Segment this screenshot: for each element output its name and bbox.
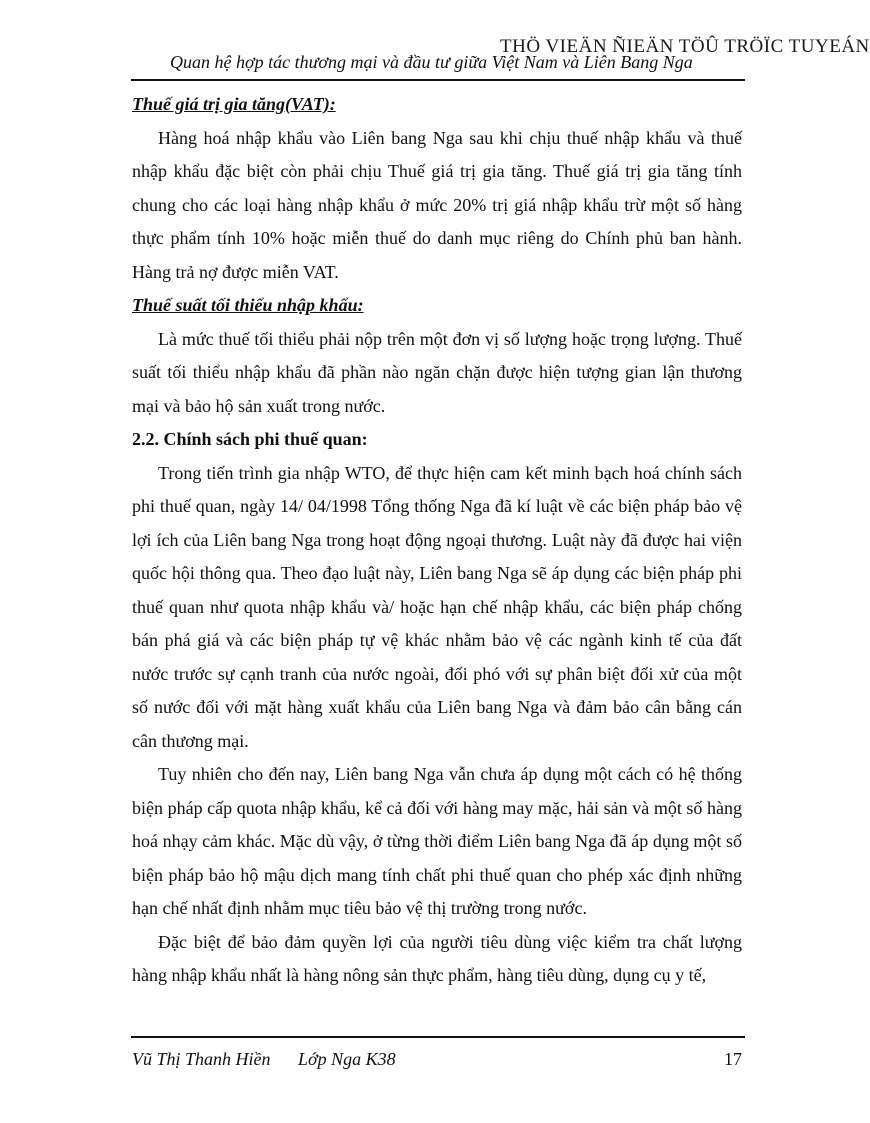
library-watermark: THÖ VIEÄN ÑIEÄN TÖÛ TRÖÏC TUYEÁN xyxy=(500,36,870,57)
page-body xyxy=(132,88,742,993)
paragraph-non-tariff-2: Tuy nhiên cho đến nay, Liên bang Nga vẫn chưa áp dụng một cách có hệ thống biện pháp cấp quota nhập khẩu, kể cả đối với hàng may mặc, hải sản và một số hàng hoá nhạy cảm khác. Mặc dù vậy, ở từng thời điểm Liên bang Nga đã áp dụng một số biện pháp bảo hộ mậu dịch mang tính chất phi thuế quan cho phép xác định những hạn chế nhất định nhằm mục tiêu bảo vệ thị trường trong nước. xyxy=(132,764,742,918)
running-header-title: Quan hệ hợp tác thương mại và đầu tư giữa Việt Nam và Liên Bang Nga xyxy=(170,52,693,72)
paragraph-minimum-tax: Là mức thuế tối thiểu phải nộp trên một đơn vị số lượng hoặc trọng lượng. Thuế suất tối thiểu nhập khẩu đã phần nào ngăn chặn được hiện tượng gian lận thương mại và bảo hộ sản xuất trong nước. xyxy=(132,328,742,416)
section-heading-vat: Thuế giá trị gia tăng(VAT): xyxy=(132,94,336,114)
page-number: 17 xyxy=(724,1049,742,1069)
footer-class: Lớp Nga K38 xyxy=(298,1049,396,1069)
paragraph-non-tariff-3: Đặc biệt để bảo đảm quyền lợi của người tiêu dùng việc kiểm tra chất lượng hàng nhập khẩu nhất là hàng nông sản thực phẩm, hàng tiêu dùng, dụng cụ y tế, xyxy=(132,931,742,985)
paragraph-vat: Hàng hoá nhập khẩu vào Liên bang Nga sau khi chịu thuế nhập khẩu và thuế nhập khẩu đặc biệt còn phải chịu Thuế giá trị gia tăng. Thuế giá trị gia tăng tính chung cho các loại hàng nhập khẩu ở mức 20% trị giá nhập khẩu trừ một số hàng thực phẩm tính 10% hoặc miễn thuế do danh mục riêng do Chính phủ ban hành. Hàng trả nợ được miễn VAT. xyxy=(132,127,742,282)
footer-author: Vũ Thị Thanh Hiền xyxy=(132,1049,271,1069)
section-heading-minimum-tax: Thuế suất tối thiểu nhập khẩu: xyxy=(132,295,364,315)
header-rule xyxy=(131,79,745,81)
footer-rule xyxy=(131,1036,745,1038)
section-heading-non-tariff: 2.2. Chính sách phi thuế quan: xyxy=(132,429,368,449)
paragraph-non-tariff-1: Trong tiến trình gia nhập WTO, để thực hiện cam kết minh bạch hoá chính sách phi thuế quan, ngày 14/ 04/1998 Tổng thống Nga đã kí luật về các biện pháp bảo vệ lợi ích của Liên bang Nga trong hoạt động ngoại thương. Luật này đã được hai viện quốc hội thông qua. Theo đạo luật này, Liên bang Nga sẽ áp dụng các biện pháp phi thuế quan như quota nhập khẩu và/ hoặc hạn chế nhập khẩu, các biện pháp chống bán phá giá và các biện pháp tự vệ khác nhằm bảo vệ các ngành kinh tế của đất nước trước sự cạnh tranh của nước ngoài, đối phó với sự phân biệt đối xử của một số nước đối với mặt hàng xuất khẩu của Liên bang Nga và đảm bảo cân bằng cán cân thương mại. xyxy=(132,462,742,751)
